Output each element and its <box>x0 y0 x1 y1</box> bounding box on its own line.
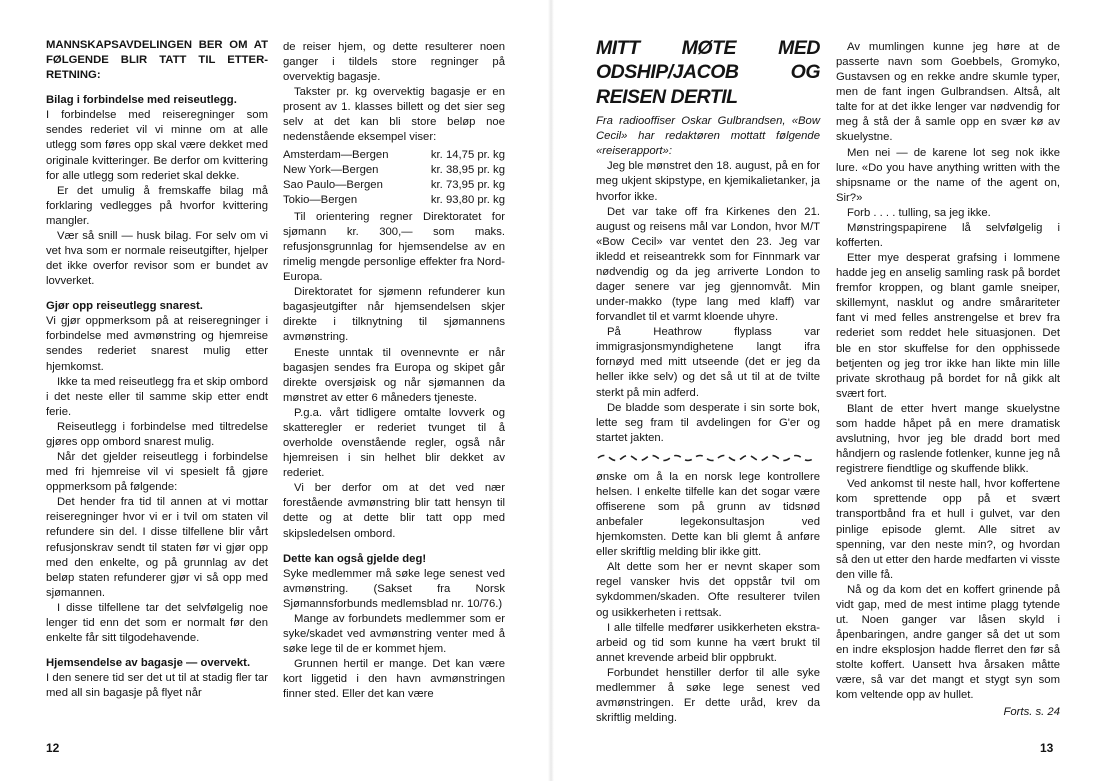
article-intro: Fra radiooffiser Oskar Gulbrandsen, «Bow Cecil» har redaktøren mottatt følgende «reiserapport»: <box>596 115 820 158</box>
paragraph: Blant de etter hvert mange skuelystne som hadde håpet på en mere dramatisk avslutning, hvor jeg ble dradd bort med håndjern og raslende fotlenker, kunne jeg nå registrere fiendtlige og skuffende blikk. <box>836 402 1060 476</box>
paragraph: I disse tilfellene tar det selvfølgelig noe lenger tid enn det som er normalt før den enkelte får sitt tilgodehavende. <box>46 601 268 644</box>
paragraph: de reiser hjem, og dette resulterer noen ganger i tildels store regninger på overvektig bagasje. <box>283 41 505 84</box>
paragraph: På Heathrow flyplass var immigrasjonsmyndighetene langt ifra fornøyd med mitt utseende (det er jeg da heller ikke selv) og det så ut til at de tvilte sterkt på min adferd. <box>596 326 820 399</box>
section-title: Bilag i forbindelse med reiseutlegg. <box>46 94 237 107</box>
page-number-right: 13 <box>1040 741 1054 755</box>
paragraph: P.g.a. vårt tidligere omtalte lovverk og skatteregler er rederiet tvunget til å overholde ovenstående regler, også når hjemreisen i sin helhet blir dekket av rederiet. <box>283 406 505 480</box>
paragraph: Forb . . . . tulling, sa jeg ikke. <box>847 206 991 219</box>
section-title: Hjemsendelse av bagasje — overvekt. <box>46 657 251 670</box>
paragraph: Til orientering regner Direktoratet for sjømann kr. 300,— som maks. refusjonsgrunnlag for hjemsendelse av en rimelig mengde personlige effekter fra Nord-Europa. <box>283 210 505 284</box>
paragraph: Direktoratet for sjømenn refunderer kun bagasjeutgifter når hjemsendelsen skjer direkte i tilknytning til sjømannens avmønstring. <box>283 286 505 344</box>
paragraph: Forbundet henstiller derfor til alle syke medlemmer å søke lege senest ved avmønstringen. Er dette uråd, krev da skriftlig melding. <box>596 666 820 725</box>
paragraph: Av mumlingen kunne jeg høre at de passerte navn som Goebbels, Gromyko, Gustavsen og en rekke andre skumle typer, men de fant ingen Gulbrandsen. Altså, alt talte for at det ikke lenger var nødvendig for meg å stå der å samle opp en svær kø av skuelystne. <box>836 41 1060 144</box>
paragraph: I alle tilfelle medfører usikkerheten ekstra-arbeid og tid som kunne ha vært brukt til annet krevende arbeid blir oppbrukt. <box>596 621 820 664</box>
table-row: New York—Bergen kr. 38,95 pr. kg <box>283 163 505 176</box>
paragraph: Nå og da kom det en koffert grinende på vidt gap, med de mest intime plagg tytende ut. Noen ganger var låsen skyld i åpenbaringen, andre ganger så det ut som en indre eksplosjon hadde flerret den før så stolte koffert. Uansett hva årsaken måtte være, så var det mangt et stygt syn som kom veltende opp av hullet. <box>836 583 1060 702</box>
paragraph: Syke medlemmer må søke lege senest ved avmønstring. (Sakset fra Norsk Sjømannsforbunds medlemsblad nr. 10/76.) <box>283 567 505 610</box>
paragraph: Når det gjelder reiseutlegg i forbindelse med fri hjemreise vil vi spesielt få gjøre oppmerksom på følgende: <box>46 451 268 494</box>
paragraph: Mønstringspapirene lå selvfølgelig i kofferten. <box>836 221 1060 250</box>
paragraph: ønske om å la en norsk lege kontrollere helsen. I enkelte tilfelle kan det sogar være offiserene som på grunn av tidsnød anbefaler legekonsultasjon ved hjemkomsten. Dette kan bli glemt å anføre eller skriftlig melding blir ikke gitt. <box>596 470 820 559</box>
left-column-2 <box>283 40 505 702</box>
table-row: Tokio—Bergen kr. 93,80 pr. kg <box>283 193 505 206</box>
paragraph: Alt dette som her er nevnt skaper som regel vansker hvis det oppstår tvil om sykdommen/skaden. Ofte resulterer tvilen og usikkerheten i rettsak. <box>596 561 820 619</box>
paragraph: Reiseutlegg i forbindelse med tiltredelse gjøres opp ombord snarest mulig. <box>46 420 268 448</box>
paragraph: De bladde som desperate i sin sorte bok, lette seg fram til avdelingen for G'er og startet jakten. <box>596 401 820 444</box>
paragraph: I forbindelse med reiseregninger som sendes rederiet vil vi minne om at alle utlegg som føres opp skal være dekket med originale kvitteringer. Be derfor om kvittering for alle utlegg som rederiet skal dekke. <box>46 109 268 182</box>
section-title: Dette kan også gjelde deg! <box>283 552 427 565</box>
paragraph: Ved ankomst til neste hall, hvor koffertene kom sprettende opp på et svært transportbånd fra et hull i gulvet, var den pinlige episode glemt. Alle sitret av spenning, var den neste min?, og hvordan så den ut etter den harde medfarten vi visste den ville få. <box>836 478 1060 581</box>
paragraph: Takster pr. kg overvektig bagasje er en prosent av 1. klasses billett og det sier seg selv at det kan bli store beløp noe nedenstående eksempel viser: <box>283 86 505 144</box>
article-title: MITT MØTE MED ODSHIP/JACOB OG REISEN DERTIL <box>596 37 820 108</box>
baggage-price-table <box>283 148 505 208</box>
left-column-1 <box>46 38 268 701</box>
paragraph: Mange av forbundets medlemmer som er syke/skadet ved avmønstring venter med å søke lege til de er kommet hjem. <box>283 612 505 656</box>
paragraph: Eneste unntak til ovennevnte er når bagasjen sendes fra Europa og skipet går direkte oversjøisk og når sjømannen da mønstret av etter 6 måneders tjeneste. <box>283 346 505 404</box>
paragraph: Vær så snill — husk bilag. For selv om vi vet hva som er normale reiseutgifter, hjelper det ikke overfor revisor som er bundet av lovverket. <box>46 229 268 288</box>
paragraph: Det var take off fra Kirkenes den 21. august og reisens mål var London, hvor M/T «Bow Cecil» var ventet den 23. Jeg var ikledd et reiseantrekk som for Finnmark var nødvendig og da jeg arriverte London to dager senere var jeg gjennomvåt. Min under-makko (type lang med klaff) var forvandlet til et varmt kloende uhyre. <box>596 205 820 324</box>
wave-divider <box>596 452 820 462</box>
right-column-1 <box>596 36 820 726</box>
paragraph: Vi gjør oppmerksom på at reiseregninger i forbindelse med avmønstring og hjemreise sendes rederiet snarest mulig etter hjemkomst. <box>46 315 268 373</box>
paragraph: I den senere tid ser det ut til at stadig fler tar med all sin bagasje på flyet når <box>46 672 268 700</box>
paragraph: Jeg ble mønstret den 18. august, på en for meg ukjent skipstype, en kjemikalietanker, ja hvorfor ikke. <box>596 160 820 203</box>
paragraph: Men nei — de karene lot seg nok ikke lure. «Do you have anything written with the shipsname or the name of the agent on, Sir?» <box>836 146 1060 204</box>
paragraph: Vi ber derfor om at det ved nær forestående avmønstring blir tatt hensyn til dette og at dette blir tatt opp med skipsledelsen ombord. <box>283 482 505 540</box>
paragraph: Er det umulig å fremskaffe bilag må forklaring vedlegges på hvorfor kvittering mangler. <box>46 184 268 227</box>
table-row: Amsterdam—Bergen kr. 14,75 pr. kg <box>283 148 505 161</box>
paragraph: Ikke ta med reiseutlegg fra et skip ombord i det neste eller til samme skip etter endt ferie. <box>46 375 268 418</box>
section-title: Gjør opp reiseutlegg snarest. <box>46 300 203 313</box>
notice-heading: MANNSKAPSAVDELINGEN BER OM AT FØLGENDE BLIR TATT TIL ETTER-RETNING: <box>46 39 268 82</box>
table-row: Sao Paulo—Bergen kr. 73,95 pr. kg <box>283 178 505 191</box>
page-gutter <box>548 0 554 781</box>
paragraph: Det hender fra tid til annen at vi mottar reiseregninger hvor vi er i tvil om staten vil refundere sin del. I disse tilfellene blir vårt refusjonskrav sendt til staten før vi gjør opp med den enkelte, og på grunnlag av det beløp staten refunderer gjør vi så opp med sjømannen. <box>46 496 268 599</box>
right-column-2 <box>836 40 1060 721</box>
continued-note: Forts. s. 24 <box>1003 706 1060 719</box>
paragraph: Grunnen hertil er mange. Det kan være kort liggetid i den havn avmønstringen finner sted. Eller det kan være <box>283 658 505 701</box>
paragraph: Etter mye desperat grafsing i lommene hadde jeg en anselig samling rask på bordet fremfor kroppen, og blant gamle sneiper, skillemynt, nasklut og andre smårariteter fant vi med felles anstrengelse et brev fra rederiet som reddet hele situasjonen. Det ble en stor skuffelse for den opphissede betjenten og jeg tror ikke han likte min lille private skrothaug på bordet for nå gikk alt svært fort. <box>836 252 1060 400</box>
page-number-left: 12 <box>46 741 60 755</box>
